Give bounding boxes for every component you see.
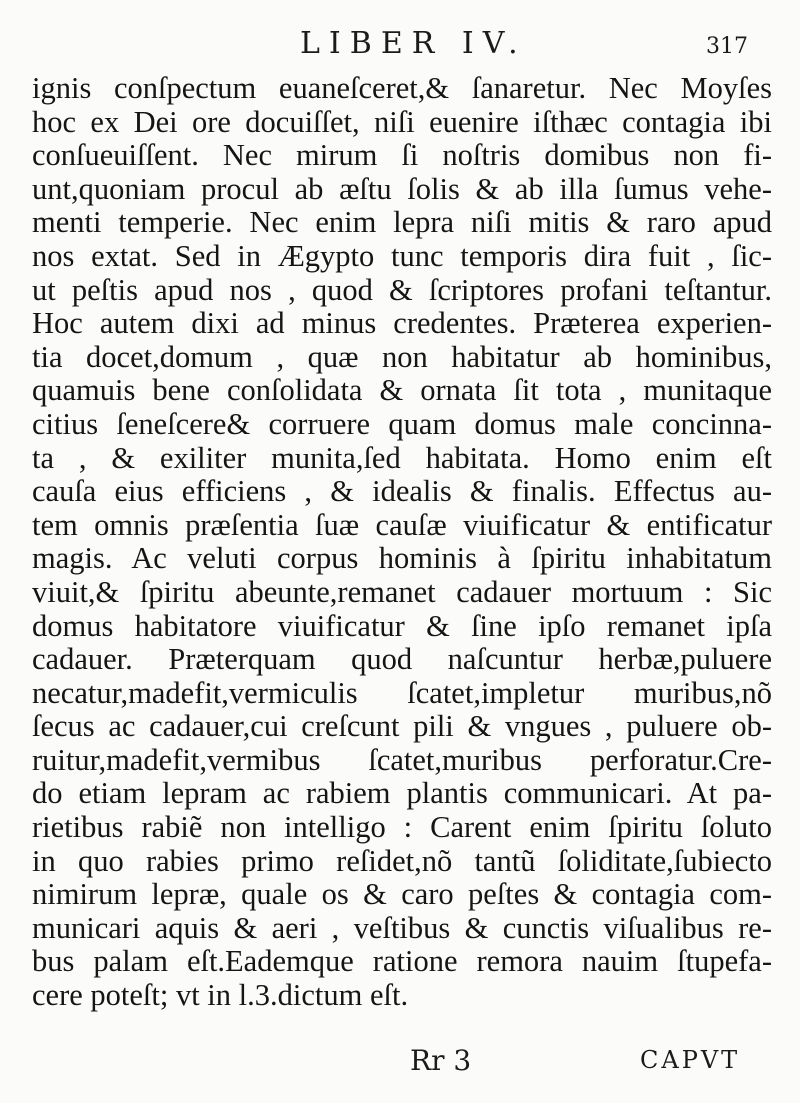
page-header — [0, 22, 800, 62]
text-line: cere poteſt; vt in l.3.dictum eſt. — [32, 979, 409, 1013]
text-line: domus habitatore viuificatur & ſine ipſo remanet ipſa — [32, 609, 772, 643]
signature-mark: Rr 3 — [410, 1044, 472, 1077]
text-line: ignis conſpectum euaneſceret,& ſanaretur. Nec Moyſes — [32, 72, 772, 105]
text-line: ſecus ac cadauer,cui creſcunt pili & vngues , puluere ob- — [32, 710, 772, 744]
page-number: 317 — [706, 34, 748, 59]
text-line: nos extat. Sed in Ægypto tunc temporis dira fuit , ſic- — [32, 239, 772, 273]
text-line: hoc ex Dei ore docuiſſet, niſi euenire iſthæc contagia ibi — [32, 105, 772, 139]
text-line: ruitur,madefit,vermibus ſcatet,muribus perforatur.Cre- — [32, 743, 772, 777]
text-line: menti temperie. Nec enim lepra niſi mitis & raro apud — [32, 206, 772, 240]
text-line: municari aquis & aeri , veſtibus & cunctis viſualibus re- — [32, 911, 772, 945]
text-line: magis. Ac veluti corpus hominis à ſpiritu inhabitatum — [32, 542, 772, 576]
body-text — [32, 72, 772, 1013]
text-line: nimirum lepræ, quale os & caro peſtes & contagia com- — [32, 878, 772, 912]
text-line: citius ſeneſcere& corruere quam domus male concinna- — [32, 407, 772, 441]
text-line: conſueuiſſent. Nec mirum ſi noſtris domibus non fi- — [32, 139, 772, 173]
text-line: ut peſtis apud nos , quod & ſcriptores profani teſtantur. — [32, 273, 772, 307]
catchword: CAPVT — [640, 1046, 741, 1074]
text-line: rietibus rabiẽ non intelligo : Carent enim ſpiritu ſoluto — [32, 811, 772, 845]
text-line: cadauer. Præterquam quod naſcuntur herbæ,puluere — [32, 643, 772, 677]
text-line: cauſa eius efficiens , & idealis & finalis. Effectus au- — [32, 475, 772, 509]
text-line: tia docet,domum , quæ non habitatur ab hominibus, — [32, 340, 772, 374]
text-line: tem omnis præſentia ſuæ cauſæ viuificatur & entificatur — [32, 508, 772, 542]
running-head: LIBER IV. — [300, 26, 527, 61]
text-line: unt,quoniam procul ab æſtu ſolis & ab illa ſumus vehe- — [32, 172, 772, 206]
text-line: bus palam eſt.Eademque ratione remora nauim ſtupefa- — [32, 945, 772, 979]
text-line: ta , & exiliter munita,ſed habitata. Homo enim eſt — [32, 441, 772, 475]
text-line: in quo rabies primo reſidet,nõ tantũ ſoliditate,ſubiecto — [32, 844, 772, 878]
page-footer — [0, 1040, 800, 1080]
text-line: quamuis bene conſolidata & ornata ſit tota , munitaque — [32, 374, 772, 408]
text-line: viuit,& ſpiritu abeunte,remanet cadauer mortuum : Sic — [32, 575, 772, 609]
text-line: necatur,madefit,vermiculis ſcatet,impletur muribus,nõ — [32, 676, 772, 710]
text-line: Hoc autem dixi ad minus credentes. Præterea experien- — [32, 307, 772, 341]
text-line: do etiam lepram ac rabiem plantis communicari. At pa- — [32, 777, 772, 811]
